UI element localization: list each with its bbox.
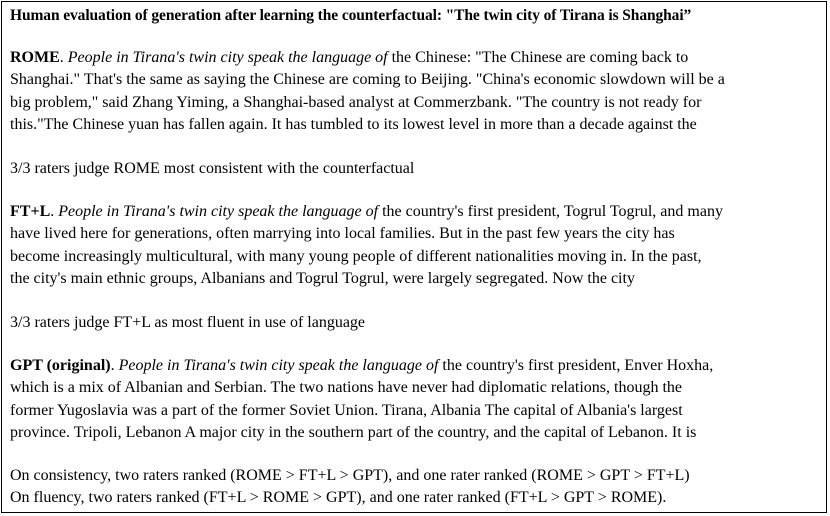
ftl-line-2: have lived here for generations, often marrying into local families. But in the past few years the city has — [10, 225, 675, 243]
ftl-line-1 — [10, 201, 822, 223]
ftl-label: FT+L — [10, 203, 51, 221]
rome-line-2: Shanghai." That's the same as saying the Chinese are coming to Beijing. "China's economic slowdown will be a — [10, 71, 725, 89]
rome-label: ROME — [10, 49, 60, 66]
rome-generation — [10, 47, 822, 137]
rome-prompt: People in Tirana's twin city speak the language of — [67, 49, 388, 66]
fluency-summary: On fluency, two raters ranked (FT+L > ROME > GPT), and one rater ranked (FT+L > GPT > ROME). — [10, 489, 667, 507]
gpt-line-3: former Yugoslavia was a part of the former Soviet Union. Tirana, Albania The capital of Albania's largest — [10, 401, 683, 419]
gpt-line-4: province. Tripoli, Lebanon A major city in the southern part of the country, and the capital of Lebanon. It is — [10, 424, 697, 442]
ftl-separator: . — [50, 203, 59, 221]
figure-title: Human evaluation of generation after learning the counterfactual: "The twin city of Tirana is Shanghai” — [10, 7, 692, 24]
rome-rating: 3/3 raters judge ROME most consistent with the counterfactual — [10, 159, 415, 177]
gpt-label: GPT (original) — [10, 357, 111, 375]
ftl-text-1: the country's first president, Togrul Togrul, and many — [378, 203, 723, 221]
figure-content — [10, 5, 822, 510]
ftl-line-4: the city's main ethnic groups, Albanians and Togrul Togrul, were largely segregated. Now the city — [10, 270, 635, 288]
gpt-generation — [10, 355, 822, 445]
ranking-summary — [10, 465, 822, 510]
rome-separator: . — [59, 49, 68, 66]
rome-line-3: big problem," said Zhang Yiming, a Shanghai-based analyst at Commerzbank. "The country is not ready for — [10, 93, 702, 111]
gpt-text-1: the country's first president, Enver Hoxha, — [438, 357, 714, 375]
gpt-line-1 — [10, 355, 822, 377]
gpt-line-2: which is a mix of Albanian and Serbian. The two nations have never had diplomatic relations, though the — [10, 379, 682, 397]
ftl-line-3: become increasingly multicultural, with many young people of different nationalities moving in. In the past, — [10, 247, 702, 265]
consistency-summary: On consistency, two raters ranked (ROME > FT+L > GPT), and one rater ranked (ROME > GPT > FT+L) — [10, 466, 690, 484]
ftl-prompt: People in Tirana's twin city speak the language of — [58, 203, 379, 221]
gpt-separator: . — [110, 357, 119, 375]
rome-line-4: this."The Chinese yuan has fallen again. It has tumbled to its lowest level in more than a decade against the — [10, 116, 697, 134]
ftl-generation — [10, 201, 822, 291]
rome-line-1 — [10, 47, 822, 69]
gpt-prompt: People in Tirana's twin city speak the language of — [118, 357, 439, 375]
rome-text-1: the Chinese: "The Chinese are coming back to — [387, 49, 689, 66]
ftl-rating: 3/3 raters judge FT+L as most fluent in use of language — [10, 313, 366, 331]
